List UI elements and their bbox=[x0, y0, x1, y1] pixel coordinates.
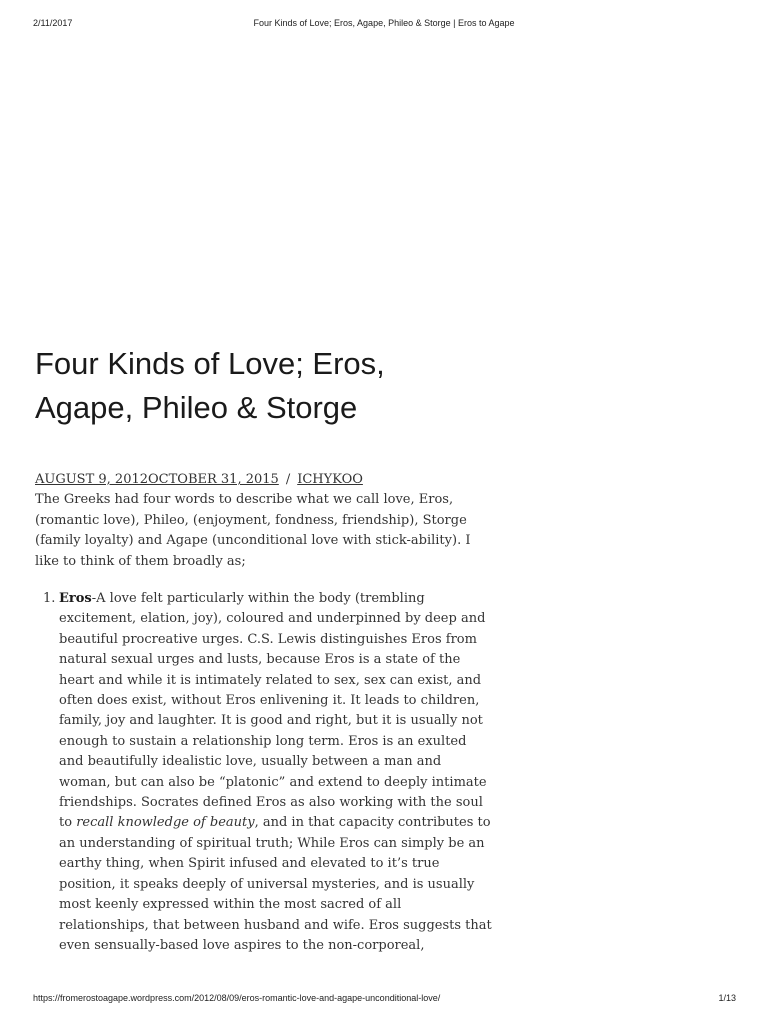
list-item-text-continued: , and in that capacity contributes to an understanding of spiritual truth; While Eros can simply be an earthy thing, when Spirit infused and elevated to it’s true position, it speaks deeply of universal mysteries, and is usually most keenly expressed within the most sacred of all relationships, that between husband and wife. Eros suggests that even sensually-based love aspires to the non-corporeal, bbox=[59, 815, 492, 953]
print-page-title: Four Kinds of Love; Eros, Agape, Phileo & Storge | Eros to Agape bbox=[253, 18, 515, 28]
print-date: 2/11/2017 bbox=[33, 18, 73, 28]
list-item bbox=[33, 589, 493, 956]
post-title bbox=[35, 342, 475, 430]
author-link[interactable]: ICHYKOO bbox=[297, 472, 363, 487]
print-header bbox=[0, 18, 768, 32]
post-meta bbox=[35, 470, 363, 490]
updated-date: OCTOBER 31, 2015 bbox=[148, 472, 279, 487]
list-item-emphasis: recall knowledge of beauty bbox=[76, 815, 255, 831]
post-date-link[interactable] bbox=[35, 472, 279, 487]
list-item-number: 1. bbox=[43, 591, 56, 606]
list-item-term: Eros bbox=[59, 591, 92, 606]
post-title-line-1: Four Kinds of Love; Eros, bbox=[35, 346, 385, 381]
page-url: https://fromerostoagape.wordpress.com/2012/08/09/eros-romantic-love-and-agape-unconditional-love/ bbox=[33, 993, 441, 1003]
page-number: 1/13 bbox=[718, 993, 736, 1003]
meta-separator: / bbox=[285, 472, 291, 487]
print-footer bbox=[0, 993, 768, 1007]
intro-paragraph: The Greeks had four words to describe what we call love, Eros, (romantic love), Phileo, (enjoyment, fondness, friendship), Storge (family loyalty) and Agape (unconditional love with stick-ability). I like to think of them broadly as; bbox=[35, 492, 471, 569]
love-types-list bbox=[33, 589, 493, 956]
list-item-text: -A love felt particularly within the body (trembling excitement, elation, joy), coloured and underpinned by deep and beautiful procreative urges. C.S. Lewis distinguishes Eros from natural sexual urges and lusts, because Eros is a state of the heart and while it is intimately related to sex, sex can exist, and often does exist, without Eros enlivening it. It leads to children, family, joy and laughter. It is good and right, but it is usually not enough to sustain a relationship long term. Eros is an exulted and beautifully idealistic love, usually between a man and woman, but can also be “platonic” and extend to deeply intimate friendships. Socrates defined Eros as also working with the soul to bbox=[59, 591, 487, 831]
post-title-line-2: Agape, Phileo & Storge bbox=[35, 390, 358, 425]
published-date: AUGUST 9, 2012 bbox=[35, 472, 149, 487]
